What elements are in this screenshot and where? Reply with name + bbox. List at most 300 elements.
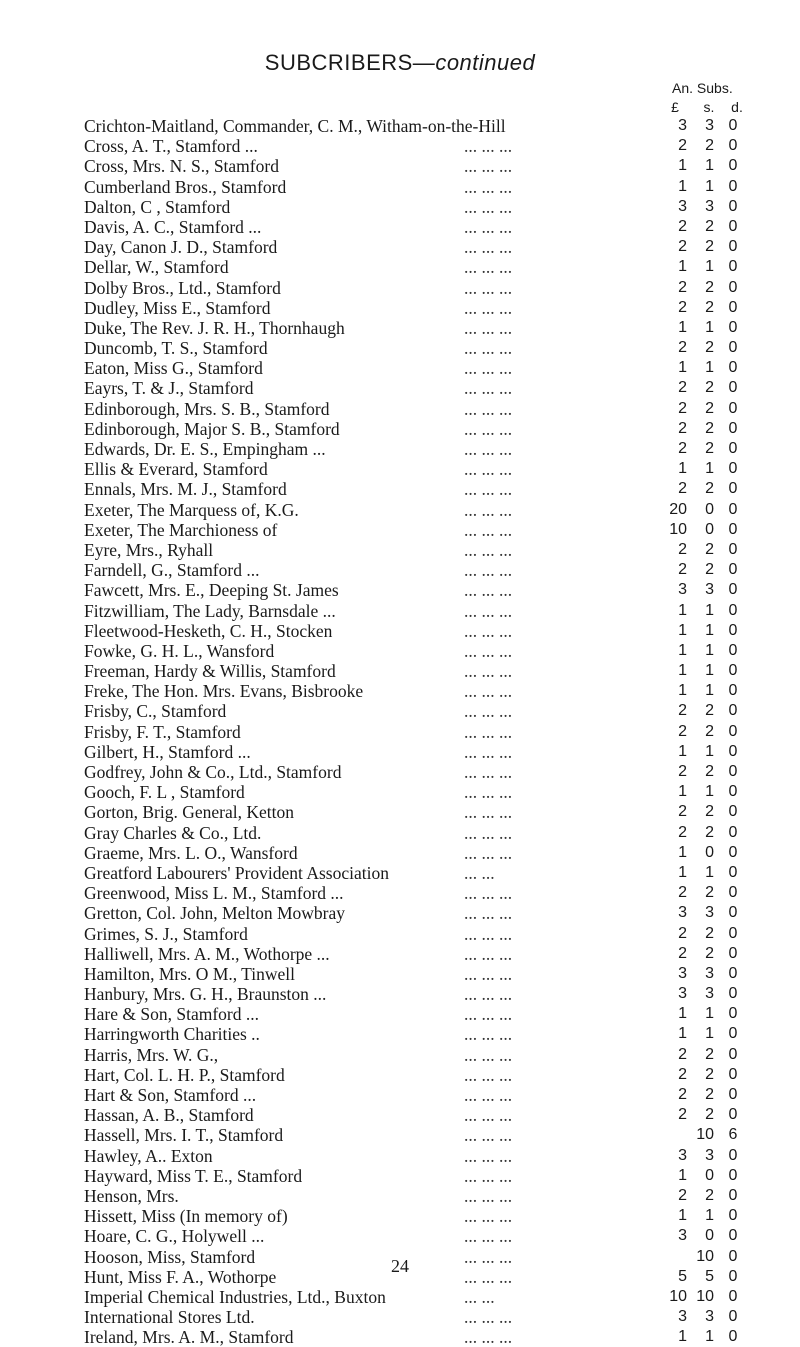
subscriber-row — [84, 358, 800, 378]
amount-shillings: 2 — [705, 884, 714, 902]
heading-main: SUBCRIBERS— — [264, 50, 436, 75]
amount-shillings: 2 — [705, 540, 714, 558]
subscriber-row — [84, 681, 800, 701]
subscriber-row — [84, 1226, 800, 1246]
leader-dots: ... ... ... — [464, 1246, 513, 1267]
amount-pence: 0 — [728, 500, 738, 518]
amount-shillings: 2 — [705, 379, 714, 397]
subscriber-row — [84, 1166, 800, 1186]
amount-pence: 0 — [728, 217, 738, 235]
subscriber-name: Graeme, Mrs. L. O., Wansford — [84, 842, 298, 863]
subscriber-row — [84, 1125, 800, 1145]
subscriber-name: Exeter, The Marchioness of — [84, 519, 278, 540]
amount-pounds: 2 — [678, 561, 687, 579]
amount-shillings: 3 — [705, 581, 714, 599]
subscriber-name: Greatford Labourers' Provident Association — [84, 862, 389, 883]
amount-shillings: 2 — [705, 561, 714, 579]
subscriber-name: Edinborough, Mrs. S. B., Stamford — [84, 398, 330, 419]
amount-pounds: 3 — [678, 964, 687, 982]
amount-shillings: 0 — [705, 843, 714, 861]
leader-dots: ... ... ... — [464, 196, 513, 217]
amount-pounds: 2 — [678, 702, 687, 720]
subscriber-row — [84, 1287, 800, 1307]
subscriber-row — [84, 156, 800, 176]
amount-pence: 0 — [728, 1086, 738, 1103]
amount-pounds: 3 — [678, 117, 687, 134]
amount-pounds: 10 — [669, 520, 687, 538]
leader-dots: ... ... ... — [464, 277, 513, 298]
leader-dots: ... ... ... — [464, 1307, 513, 1328]
column-title: An. Subs. — [672, 80, 733, 96]
amount-shillings: 1 — [705, 359, 714, 377]
leader-dots: ... ... ... — [464, 519, 513, 540]
subscriber-row — [84, 621, 800, 641]
leader-dots: ... ... ... — [464, 1226, 513, 1247]
amount-pence: 0 — [728, 520, 738, 538]
amount-shillings: 1 — [705, 682, 714, 700]
subscriber-name: Fitzwilliam, The Lady, Barnsdale ... — [84, 600, 336, 621]
amount-pounds: 2 — [678, 1186, 687, 1204]
subscriber-row — [84, 399, 800, 419]
subscriber-name: Frisby, F. T., Stamford — [84, 721, 241, 742]
amount-pounds: 3 — [678, 904, 687, 922]
amount-shillings: 1 — [705, 460, 714, 478]
subscriber-row — [84, 217, 800, 237]
amount-pence: 0 — [728, 1247, 738, 1265]
subscriber-row — [84, 1065, 800, 1085]
amount-shillings: 1 — [705, 742, 714, 760]
amount-pence: 0 — [728, 1005, 738, 1023]
amount-shillings: 2 — [705, 399, 714, 417]
subscriber-name: Frisby, C., Stamford — [84, 701, 227, 722]
amount-pence: 0 — [728, 177, 738, 195]
shillings-unit: s. — [703, 99, 715, 115]
amount-pounds: 1 — [678, 601, 687, 619]
leader-dots: ... ... ... — [464, 580, 513, 601]
subscriber-row — [84, 762, 800, 782]
subscriber-name: Grimes, S. J., Stamford — [84, 923, 248, 944]
subscriber-row — [84, 641, 800, 661]
leader-dots: ... ... ... — [464, 1085, 513, 1105]
leader-dots: ... ... ... — [464, 943, 513, 964]
pounds-unit: £ — [671, 99, 679, 115]
subscriber-name: Hawley, A.. Exton — [84, 1145, 213, 1166]
amount-shillings: 2 — [705, 722, 714, 740]
amount-pence: 0 — [728, 318, 738, 336]
subscriber-name: Greenwood, Miss L. M., Stamford ... — [84, 883, 344, 904]
amount-pounds: 1 — [678, 258, 687, 276]
subscriber-name: Gorton, Brig. General, Ketton — [84, 802, 294, 823]
amount-pence: 0 — [728, 137, 738, 155]
leader-dots: ... ... ... — [464, 822, 513, 843]
subscriber-row — [84, 802, 800, 822]
amount-pence: 0 — [728, 1045, 738, 1063]
leader-dots: ... ... ... — [464, 963, 513, 984]
amount-shillings: 1 — [705, 641, 714, 659]
amount-pounds: 1 — [678, 1207, 687, 1225]
amount-shillings: 2 — [705, 419, 714, 437]
amount-pounds: 1 — [678, 1025, 687, 1043]
leader-dots: ... ... ... — [464, 1165, 513, 1186]
amount-shillings: 1 — [705, 621, 714, 639]
amount-pence: 0 — [728, 460, 738, 478]
subscriber-row — [84, 742, 800, 762]
subscriber-row — [84, 1024, 800, 1044]
amount-pence: 0 — [728, 379, 738, 397]
amount-pence: 0 — [728, 258, 738, 276]
leader-dots: ... ... ... — [464, 398, 513, 419]
subscriber-row — [84, 1327, 800, 1347]
subscriber-name: Gooch, F. L , Stamford — [84, 782, 245, 803]
subscriber-row — [84, 863, 800, 883]
amount-pounds: 1 — [678, 359, 687, 377]
subscriber-name: Hare & Son, Stamford ... — [84, 1004, 259, 1025]
leader-dots: ... ... ... — [464, 721, 513, 742]
amount-pence: 0 — [728, 561, 738, 579]
subscriber-name: Hunt, Miss F. A., Wothorpe — [84, 1266, 277, 1287]
amount-pounds: 1 — [678, 621, 687, 639]
amount-pounds: 2 — [678, 884, 687, 902]
leader-dots: ... ... ... — [464, 439, 513, 459]
subscriber-row — [84, 782, 800, 802]
amount-shillings: 2 — [705, 1065, 714, 1083]
amount-shillings: 3 — [705, 117, 714, 134]
leader-dots: ... ... ... — [464, 1266, 513, 1287]
leader-dots: ... ... ... — [464, 661, 513, 682]
amount-pounds: 3 — [678, 581, 687, 599]
amount-pounds: 1 — [678, 662, 687, 680]
amount-pence: 0 — [728, 904, 738, 922]
subscriber-name: Gray Charles & Co., Ltd. — [84, 822, 262, 843]
heading-continued: continued — [435, 50, 536, 75]
subscriber-name: Hamilton, Mrs. O M., Tinwell — [84, 963, 295, 984]
amount-pence: 0 — [728, 944, 738, 962]
leader-dots: ... ... ... — [464, 297, 513, 318]
subscriber-row — [84, 924, 800, 944]
amount-pence: 0 — [728, 1287, 738, 1305]
amount-shillings: 1 — [705, 318, 714, 336]
amount-pounds: 3 — [678, 1308, 687, 1326]
amount-shillings: 1 — [705, 1328, 714, 1346]
subscriber-row — [84, 298, 800, 318]
subscriber-row — [84, 701, 800, 721]
amount-pence: 0 — [728, 702, 738, 720]
leader-dots: ... ... ... — [464, 741, 513, 762]
amount-pence: 0 — [728, 1146, 738, 1164]
leader-dots: ... ... ... — [464, 136, 513, 157]
subscriber-row — [84, 338, 800, 358]
amount-pounds: 2 — [678, 339, 687, 357]
amount-pounds: 2 — [678, 823, 687, 841]
subscriber-row — [84, 136, 800, 156]
leader-dots: ... ... — [464, 1286, 495, 1307]
amount-shillings: 2 — [705, 702, 714, 720]
amount-pence: 0 — [728, 662, 738, 680]
amount-pounds: 1 — [678, 1005, 687, 1023]
leader-dots: ... ... ... — [464, 539, 513, 560]
subscriber-row — [84, 278, 800, 298]
amount-shillings: 1 — [705, 863, 714, 881]
leader-dots: ... ... ... — [464, 176, 513, 197]
amount-shillings: 2 — [705, 298, 714, 316]
amount-shillings: 0 — [705, 520, 714, 538]
subscriber-name: Ennals, Mrs. M. J., Stamford — [84, 479, 287, 500]
leader-dots: ... ... ... — [464, 883, 513, 904]
subscriber-name: Duncomb, T. S., Stamford — [84, 338, 268, 359]
subscriber-row — [84, 257, 800, 277]
pence-unit: d. — [731, 99, 743, 115]
subscriber-name: Duke, The Rev. J. R. H., Thornhaugh — [84, 317, 345, 338]
amount-pounds: 1 — [678, 1166, 687, 1184]
amount-shillings: 2 — [705, 480, 714, 498]
subscriber-row — [84, 1186, 800, 1206]
amount-shillings: 3 — [705, 1146, 714, 1164]
amount-pounds: 1 — [678, 460, 687, 478]
subscriber-name: Cross, Mrs. N. S., Stamford — [84, 156, 279, 177]
leader-dots: ... ... ... — [464, 1024, 513, 1045]
leader-dots: ... ... ... — [464, 1064, 513, 1085]
subscriber-name: Hanbury, Mrs. G. H., Braunston ... — [84, 984, 327, 1005]
amount-pence: 0 — [728, 863, 738, 881]
leader-dots: ... ... ... — [464, 1105, 513, 1126]
amount-pence: 0 — [728, 985, 738, 1003]
subscriber-name: International Stores Ltd. — [84, 1307, 255, 1328]
subscriber-row — [84, 177, 800, 197]
amount-pounds: 2 — [678, 238, 687, 256]
subscriber-row — [84, 1206, 800, 1226]
amount-pounds: 20 — [669, 500, 687, 518]
amount-pence: 0 — [728, 924, 738, 942]
subscriber-name: Imperial Chemical Industries, Ltd., Buxton — [84, 1286, 386, 1307]
subscriber-name: Davis, A. C., Stamford ... — [84, 216, 262, 237]
amount-pence: 0 — [728, 722, 738, 740]
subscriber-row — [84, 601, 800, 621]
page-heading — [0, 50, 800, 76]
amount-pence: 0 — [728, 399, 738, 417]
subscriber-row — [84, 1004, 800, 1024]
amount-pence: 0 — [728, 601, 738, 619]
amount-pence: 0 — [728, 117, 738, 134]
amount-shillings: 3 — [705, 197, 714, 215]
subscriber-row — [84, 843, 800, 863]
subscriber-name: Cumberland Bros., Stamford — [84, 176, 287, 197]
leader-dots: ... ... ... — [464, 499, 513, 520]
amount-pounds: 1 — [678, 783, 687, 801]
amount-pence: 0 — [728, 641, 738, 659]
leader-dots: ... ... ... — [464, 1044, 513, 1065]
subscriber-name: Ireland, Mrs. A. M., Stamford — [84, 1327, 294, 1347]
leader-dots: ... ... ... — [464, 701, 513, 722]
leader-dots: ... ... ... — [464, 358, 513, 379]
leader-dots: ... ... ... — [464, 782, 513, 803]
subscriber-name: Edinborough, Major S. B., Stamford — [84, 418, 340, 439]
amount-shillings: 1 — [705, 662, 714, 680]
amount-pence: 0 — [728, 682, 738, 700]
amount-shillings: 2 — [705, 1045, 714, 1063]
leader-dots: ... ... ... — [464, 640, 513, 661]
amount-shillings: 5 — [705, 1267, 714, 1285]
subscriber-row — [84, 944, 800, 964]
leader-dots: ... ... ... — [464, 1145, 513, 1166]
subscriber-name: Eayrs, T. & J., Stamford — [84, 378, 254, 399]
subscriber-name: Fowke, G. H. L., Wansford — [84, 640, 275, 661]
amount-pounds: 2 — [678, 379, 687, 397]
amount-pence: 0 — [728, 1207, 738, 1225]
amount-shillings: 2 — [705, 339, 714, 357]
amount-shillings: 0 — [705, 500, 714, 518]
amount-shillings: 1 — [705, 157, 714, 175]
amount-pounds: 2 — [678, 217, 687, 235]
amount-pence: 0 — [728, 581, 738, 599]
leader-dots: ... ... ... — [464, 1327, 513, 1347]
leader-dots: ... ... ... — [464, 317, 513, 338]
amount-pence: 0 — [728, 742, 738, 760]
subscriber-name: Day, Canon J. D., Stamford — [84, 237, 278, 258]
amount-pounds: 2 — [678, 137, 687, 155]
subscriber-row — [84, 419, 800, 439]
subscriber-row — [84, 722, 800, 742]
amount-pence: 0 — [728, 1267, 738, 1285]
subscriber-name: Farndell, G., Stamford ... — [84, 560, 260, 581]
leader-dots: ... ... ... — [464, 560, 513, 581]
leader-dots: ... ... ... — [464, 479, 513, 500]
subscriber-row — [84, 197, 800, 217]
amount-pounds: 2 — [678, 803, 687, 821]
amount-pounds: 3 — [678, 1146, 687, 1164]
leader-dots: ... ... ... — [464, 600, 513, 621]
leader-dots: ... ... ... — [464, 459, 513, 480]
amount-shillings: 0 — [705, 1227, 714, 1245]
amount-pence: 0 — [728, 1227, 738, 1245]
amount-shillings: 10 — [696, 1287, 714, 1305]
amount-shillings: 2 — [705, 823, 714, 841]
amount-shillings: 1 — [705, 1207, 714, 1225]
leader-dots: ... ... ... — [464, 156, 513, 177]
amount-pence: 0 — [728, 621, 738, 639]
amount-pence: 0 — [728, 440, 738, 457]
amount-shillings: 10 — [696, 1126, 714, 1144]
amount-pence: 0 — [728, 1308, 738, 1326]
amount-shillings: 1 — [705, 783, 714, 801]
amount-pounds: 3 — [678, 1227, 687, 1245]
amount-shillings: 2 — [705, 440, 714, 457]
subscriber-row — [84, 560, 800, 580]
subscriber-row — [84, 378, 800, 398]
amount-pounds: 2 — [678, 722, 687, 740]
amount-pence: 6 — [728, 1126, 738, 1144]
subscriber-name: Hart & Son, Stamford ... — [84, 1085, 257, 1105]
leader-dots: ... ... ... — [464, 984, 513, 1005]
leader-dots: ... ... ... — [464, 620, 513, 641]
amount-shillings: 1 — [705, 258, 714, 276]
subscriber-row — [84, 823, 800, 843]
subscriber-name: Dudley, Miss E., Stamford — [84, 297, 271, 318]
subscriber-name: Dellar, W., Stamford — [84, 257, 229, 278]
amount-pounds: 2 — [678, 1065, 687, 1083]
amount-shillings: 1 — [705, 601, 714, 619]
subscriber-row — [84, 439, 800, 459]
subscriber-name: Exeter, The Marquess of, K.G. — [84, 499, 299, 520]
amount-shillings: 2 — [705, 278, 714, 296]
amount-pence: 0 — [728, 157, 738, 175]
amount-shillings: 10 — [696, 1247, 714, 1265]
amount-pounds: 2 — [678, 440, 687, 457]
subscriber-row — [84, 984, 800, 1004]
subscriber-name: Eyre, Mrs., Ryhall — [84, 539, 214, 560]
subscriber-name: Gilbert, H., Stamford ... — [84, 741, 251, 762]
amount-pence: 0 — [728, 197, 738, 215]
subscriber-name: Freke, The Hon. Mrs. Evans, Bisbrooke — [84, 681, 364, 702]
subscriber-name: Hassan, A. B., Stamford — [84, 1105, 254, 1126]
amount-pence: 0 — [728, 298, 738, 316]
amount-pence: 0 — [728, 419, 738, 437]
amount-pounds: 3 — [678, 985, 687, 1003]
subscriber-row — [84, 661, 800, 681]
amount-pence: 0 — [728, 763, 738, 780]
subscriber-row — [84, 1045, 800, 1065]
amount-pence: 0 — [728, 278, 738, 296]
amount-pence: 0 — [728, 884, 738, 902]
amount-shillings: 3 — [705, 1308, 714, 1326]
subscriber-row — [84, 1146, 800, 1166]
amount-shillings: 1 — [705, 1005, 714, 1023]
amount-pence: 0 — [728, 964, 738, 982]
leader-dots: ... ... ... — [464, 802, 513, 823]
subscriber-row — [84, 883, 800, 903]
subscriber-name: Ellis & Everard, Stamford — [84, 459, 268, 480]
amount-pounds: 1 — [678, 157, 687, 175]
amount-pence: 0 — [728, 238, 738, 256]
amount-pounds: 2 — [678, 924, 687, 942]
leader-dots: ... ... ... — [464, 338, 513, 359]
amount-shillings: 2 — [705, 803, 714, 821]
amount-pence: 0 — [728, 803, 738, 821]
subscriber-row — [84, 318, 800, 338]
amount-pence: 0 — [728, 540, 738, 558]
subscriber-name: Harris, Mrs. W. G., — [84, 1044, 219, 1065]
subscriber-name: Halliwell, Mrs. A. M., Wothorpe ... — [84, 943, 330, 964]
amount-pounds: 5 — [678, 1267, 687, 1285]
amount-pounds: 1 — [678, 742, 687, 760]
amount-shillings: 3 — [705, 904, 714, 922]
subscriber-name: Hooson, Miss, Stamford — [84, 1246, 256, 1267]
amount-shillings: 3 — [705, 964, 714, 982]
subscriber-name: Dolby Bros., Ltd., Stamford — [84, 277, 281, 298]
subscriber-name: Edwards, Dr. E. S., Empingham ... — [84, 439, 326, 459]
amount-shillings: 2 — [705, 238, 714, 256]
subscriber-name: Fawcett, Mrs. E., Deeping St. James — [84, 580, 339, 601]
amount-pounds: 2 — [678, 480, 687, 498]
amount-shillings: 2 — [705, 137, 714, 155]
amount-pence: 0 — [728, 843, 738, 861]
leader-dots: ... ... ... — [464, 903, 513, 924]
leader-dots: ... ... ... — [464, 681, 513, 702]
subscriber-row — [84, 479, 800, 499]
leader-dots: ... ... ... — [464, 1004, 513, 1025]
leader-dots: ... ... ... — [464, 237, 513, 258]
subscriber-row — [84, 1085, 800, 1105]
leader-dots: ... ... ... — [464, 1185, 513, 1206]
subscriber-row — [84, 237, 800, 257]
amount-pence: 0 — [728, 783, 738, 801]
amount-shillings: 3 — [705, 985, 714, 1003]
amount-pounds: 10 — [669, 1287, 687, 1305]
subscriber-name: Freeman, Hardy & Willis, Stamford — [84, 661, 336, 682]
amount-pounds: 1 — [678, 641, 687, 659]
leader-dots: ... ... ... — [464, 378, 513, 399]
amount-pence: 0 — [728, 339, 738, 357]
leader-dots: ... ... ... — [464, 257, 513, 278]
